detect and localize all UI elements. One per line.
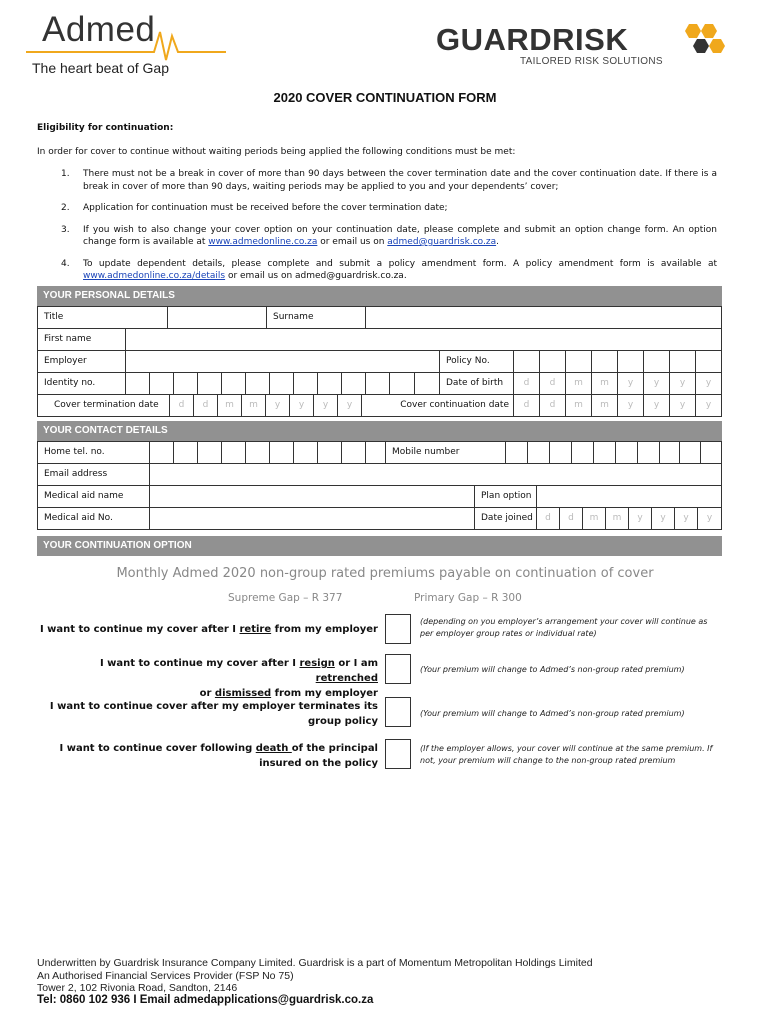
contact-details-grid: [37, 441, 722, 530]
surname-label: Surname: [267, 307, 366, 328]
dob-digit-box[interactable]: m: [566, 373, 592, 394]
tel-digit-box[interactable]: [174, 442, 198, 463]
cont-date-box[interactable]: y: [618, 395, 644, 416]
option-resign-note: (Your premium will change to Admed’s non-group rated premium): [420, 665, 685, 674]
option-death-note: (If the employer allows, your cover will continue at the same premium. If not, your premium will change to the non-group rated premium: [420, 744, 713, 765]
option-text: I want to continue my cover after I: [99, 658, 300, 669]
guardrisk-name: GUARDRISK: [436, 22, 629, 57]
eligibility-intro: In order for cover to continue without waiting periods being applied the following conditions must be met:: [37, 147, 516, 157]
dob-digit-box[interactable]: y: [644, 373, 670, 394]
term-date-box[interactable]: d: [170, 395, 194, 416]
option-text: I want to continue my cover after I: [39, 624, 240, 635]
id-digit-box[interactable]: [222, 373, 246, 394]
id-digit-box[interactable]: [270, 373, 294, 394]
first-name-row: [38, 329, 722, 351]
id-digit-box[interactable]: [150, 373, 174, 394]
list-item: [37, 168, 717, 193]
footer-address: Tower 2, 102 Rivonia Road, Sandton, 2146: [37, 982, 238, 994]
option-text: or I am: [334, 658, 378, 669]
policy-digit-box[interactable]: [644, 351, 670, 372]
employer-input[interactable]: [126, 351, 440, 372]
joined-date-box[interactable]: d: [560, 508, 583, 529]
guardrisk-logo: [436, 22, 736, 72]
cover-continuation-label: Cover continuation date: [362, 395, 514, 416]
date-joined-label: Date joined: [475, 508, 537, 529]
option-text: from my employer: [271, 688, 378, 699]
footer-fsp: An Authorised Financial Services Provider (FSP No 75): [37, 970, 294, 982]
supreme-gap-price: Supreme Gap – R 377: [228, 592, 343, 604]
option-death-label: [38, 741, 378, 771]
id-digit-box[interactable]: [342, 373, 366, 394]
policy-digit-box[interactable]: [592, 351, 618, 372]
tel-digit-box[interactable]: [150, 442, 174, 463]
option-retire-label: [38, 622, 378, 637]
item-text: .: [496, 237, 499, 247]
policy-digit-box[interactable]: [540, 351, 566, 372]
tel-digit-box[interactable]: [294, 442, 318, 463]
medical-aid-name-label: Medical aid name: [38, 486, 150, 507]
option-keyword: retire: [239, 624, 272, 635]
footer-contact: Tel: 0860 102 936 I Email admedapplications@guardrisk.co.za: [37, 994, 374, 1006]
id-digit-box[interactable]: [198, 373, 222, 394]
email-label: Email address: [38, 464, 150, 485]
plan-option-input[interactable]: [537, 486, 722, 507]
tel-digit-box[interactable]: [246, 442, 270, 463]
policy-digit-box[interactable]: [618, 351, 644, 372]
item-text: If you wish to also change your cover option on your continuation date, please complete and submit an option change form. An option change form is available at: [83, 224, 717, 247]
personal-details-header: YOUR PERSONAL DETAILS: [37, 286, 722, 306]
item-number: 3.: [61, 224, 70, 235]
list-item: [37, 258, 717, 283]
tel-digit-box[interactable]: [270, 442, 294, 463]
first-name-label: First name: [38, 329, 126, 350]
term-date-box[interactable]: m: [218, 395, 242, 416]
medical-aid-no-label: Medical aid No.: [38, 508, 150, 529]
option-group-policy-label: I want to continue cover after my employer terminates its group policy: [49, 701, 378, 727]
term-date-box[interactable]: m: [242, 395, 266, 416]
id-digit-box[interactable]: [174, 373, 198, 394]
surname-input[interactable]: [366, 307, 722, 328]
admed-tagline: The heart beat of Gap: [32, 60, 169, 76]
item-number: 2.: [61, 203, 70, 213]
option-group-policy-note: (Your premium will change to Admed’s non-group rated premium): [420, 709, 685, 718]
dob-digit-box[interactable]: y: [618, 373, 644, 394]
dob-digit-box[interactable]: y: [670, 373, 696, 394]
cont-date-box[interactable]: y: [670, 395, 696, 416]
list-item: [37, 224, 717, 249]
premium-subheading: Monthly Admed 2020 non-group rated premiums payable on continuation of cover: [116, 566, 654, 581]
dob-digit-box[interactable]: d: [514, 373, 540, 394]
id-digit-box[interactable]: [318, 373, 342, 394]
mobile-digit-box[interactable]: [680, 442, 701, 463]
term-date-box[interactable]: y: [314, 395, 338, 416]
item-number: 4.: [61, 258, 70, 269]
item-text: There must not be a break in cover of more than 90 days between the cover termination date and the cover continuation date. If there is a break in cover of more than 90 days, waiting periods may be applied to you and your dependents’ cover;: [83, 169, 717, 192]
option-resign-label: [38, 656, 378, 701]
title-row: [38, 307, 722, 329]
medical-aid-no-input[interactable]: [150, 508, 475, 529]
guardrisk-tagline: TAILORED RISK SOLUTIONS: [520, 56, 663, 67]
mobile-digit-box[interactable]: [528, 442, 550, 463]
mobile-digit-box[interactable]: [701, 442, 722, 463]
dob-digit-box[interactable]: m: [592, 373, 618, 394]
policy-no-label: Policy No.: [440, 351, 514, 372]
policy-digit-box[interactable]: [566, 351, 592, 372]
email-link[interactable]: admed@guardrisk.co.za: [387, 237, 497, 247]
joined-date-box[interactable]: d: [537, 508, 560, 529]
option-group-policy-checkbox[interactable]: [385, 697, 411, 727]
mobile-digit-box[interactable]: [616, 442, 638, 463]
title-label: Title: [38, 307, 168, 328]
identity-label: Identity no.: [38, 373, 126, 394]
tel-digit-box[interactable]: [366, 442, 386, 463]
option-keyword: death: [255, 743, 292, 754]
joined-date-box[interactable]: m: [606, 508, 629, 529]
employer-label: Employer: [38, 351, 126, 372]
joined-date-box[interactable]: y: [629, 508, 652, 529]
mobile-digit-box[interactable]: [594, 442, 616, 463]
joined-date-box[interactable]: m: [583, 508, 606, 529]
plan-option-label: Plan option: [475, 486, 537, 507]
id-digit-box[interactable]: [390, 373, 415, 394]
mobile-digit-box[interactable]: [506, 442, 528, 463]
medical-aid-name-row: [38, 486, 722, 508]
term-date-box[interactable]: y: [266, 395, 290, 416]
option-keyword: dismissed: [214, 688, 272, 699]
title-input[interactable]: [168, 307, 267, 328]
joined-date-box[interactable]: y: [698, 508, 722, 529]
details-link[interactable]: www.admedonline.co.za/details: [83, 271, 226, 281]
admed-logo: [26, 6, 226, 78]
tel-digit-box[interactable]: [222, 442, 246, 463]
eligibility-heading: Eligibility for continuation:: [37, 123, 174, 133]
admed-name: Admed: [42, 10, 156, 49]
email-row: [38, 464, 722, 486]
id-digit-box[interactable]: [415, 373, 440, 394]
continuation-option-header: YOUR CONTINUATION OPTION: [37, 536, 722, 556]
item-number: 1.: [61, 169, 70, 179]
mobile-digit-box[interactable]: [638, 442, 660, 463]
mobile-digit-box[interactable]: [550, 442, 572, 463]
phone-row: [38, 442, 722, 464]
id-digit-box[interactable]: [246, 373, 270, 394]
mobile-digit-box[interactable]: [572, 442, 594, 463]
option-keyword: resign: [299, 658, 335, 669]
policy-digit-box[interactable]: [696, 351, 722, 372]
option-death-checkbox[interactable]: [385, 739, 411, 769]
identity-row: [38, 373, 722, 395]
term-date-box[interactable]: y: [290, 395, 314, 416]
medical-aid-no-row: [38, 508, 722, 530]
joined-date-box[interactable]: y: [652, 508, 675, 529]
conditions-list: [37, 168, 717, 292]
website-link[interactable]: www.admedonline.co.za: [208, 237, 318, 247]
cover-dates-row: [38, 395, 722, 417]
option-retire-checkbox[interactable]: [385, 614, 411, 644]
home-tel-label: Home tel. no.: [38, 442, 150, 463]
email-input[interactable]: [150, 464, 722, 485]
id-digit-box[interactable]: [126, 373, 150, 394]
tel-digit-box[interactable]: [318, 442, 342, 463]
cont-date-box[interactable]: y: [696, 395, 722, 416]
item-text: Application for continuation must be received before the cover termination date;: [83, 203, 448, 213]
mobile-digit-box[interactable]: [660, 442, 680, 463]
policy-digit-box[interactable]: [514, 351, 540, 372]
cont-date-box[interactable]: y: [644, 395, 670, 416]
dob-label: Date of birth: [440, 373, 514, 394]
tel-digit-box[interactable]: [198, 442, 222, 463]
id-digit-box[interactable]: [366, 373, 390, 394]
cont-date-box[interactable]: d: [540, 395, 566, 416]
tel-digit-box[interactable]: [342, 442, 366, 463]
list-item: [37, 202, 717, 215]
item-text: or email us on: [317, 237, 388, 247]
id-digit-box[interactable]: [294, 373, 318, 394]
personal-details-grid: [37, 306, 722, 417]
mobile-label: Mobile number: [386, 442, 506, 463]
option-keyword: retrenched: [315, 673, 378, 684]
first-name-input[interactable]: [126, 329, 722, 350]
contact-details-header: YOUR CONTACT DETAILS: [37, 421, 722, 441]
cont-date-box[interactable]: m: [566, 395, 592, 416]
option-text: of the principal insured on the policy: [259, 743, 378, 769]
dob-digit-box[interactable]: y: [696, 373, 722, 394]
dob-digit-box[interactable]: d: [540, 373, 566, 394]
footer-underwriter: Underwritten by Guardrisk Insurance Company Limited. Guardrisk is a part of Momentum Metropolitan Holdings Limited: [37, 957, 593, 969]
form-title: 2020 COVER CONTINUATION FORM: [273, 90, 497, 105]
cont-date-box[interactable]: d: [514, 395, 540, 416]
employer-row: [38, 351, 722, 373]
term-date-box[interactable]: y: [338, 395, 362, 416]
hexagon-cluster-icon: [679, 22, 727, 56]
primary-gap-price: Primary Gap – R 300: [414, 592, 522, 604]
cont-date-box[interactable]: m: [592, 395, 618, 416]
option-resign-checkbox[interactable]: [385, 654, 411, 684]
option-text: from my employer: [271, 624, 378, 635]
cover-termination-label: Cover termination date: [38, 395, 170, 416]
joined-date-box[interactable]: y: [675, 508, 698, 529]
option-text: I want to continue cover following: [59, 743, 256, 754]
option-text: or: [199, 688, 215, 699]
option-retire-note: (depending on you employer’s arrangement your cover will continue as per employer group rates or individual rate): [420, 617, 708, 638]
medical-aid-name-input[interactable]: [150, 486, 475, 507]
term-date-box[interactable]: d: [194, 395, 218, 416]
item-text: or email us on admed@guardrisk.co.za.: [225, 271, 407, 281]
policy-digit-box[interactable]: [670, 351, 696, 372]
item-text: To update dependent details, please complete and submit a policy amendment form. A policy amendment form is available at: [83, 258, 717, 269]
